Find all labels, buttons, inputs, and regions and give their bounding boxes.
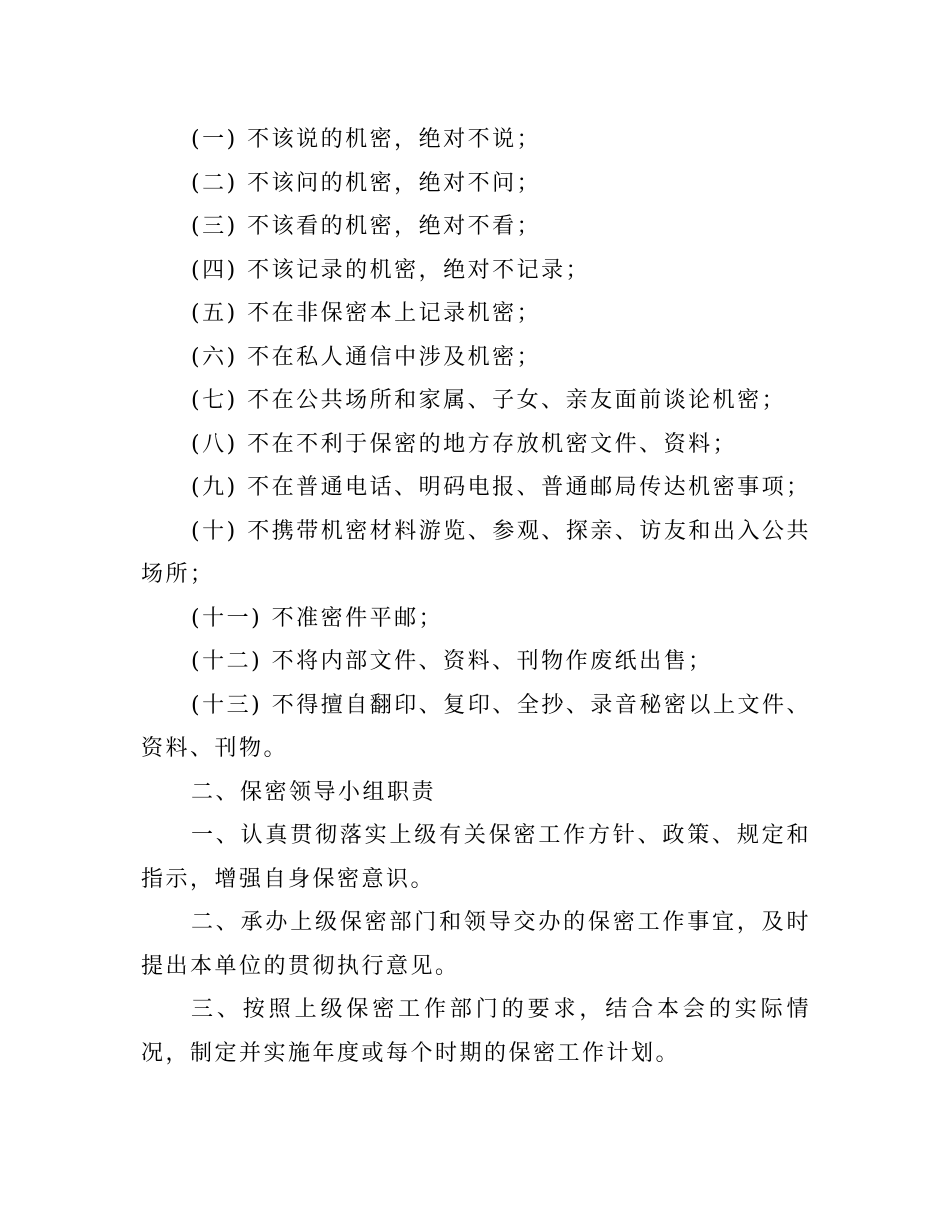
rule-item-4: (四) 不该记录的机密，绝对不记录； <box>191 257 591 283</box>
duty-item-1: 一、认真贯彻落实上级有关保密工作方针、政策、规定和指示，增强自身保密意识。 <box>141 823 811 892</box>
rule-item-13: (十三) 不得擅自翻印、复印、全抄、录音秘密以上文件、资料、刊物。 <box>141 692 811 761</box>
rule-item-2: (二) 不该问的机密，绝对不问； <box>191 170 542 196</box>
duty-item-2: 二、承办上级保密部门和领导交办的保密工作事宜，及时提出本单位的贯彻执行意见。 <box>141 910 811 979</box>
duty-item-3: 三、按照上级保密工作部门的要求，结合本会的实际情况，制定并实施年度或每个时期的保密工作计划。 <box>141 997 811 1066</box>
rule-item-8: (八) 不在不利于保密的地方存放机密文件、资料； <box>191 431 738 457</box>
rule-item-5: (五) 不在非保密本上记录机密； <box>191 301 542 326</box>
section-heading: 二、保密领导小组职责 <box>191 779 437 805</box>
rule-item-10: (十) 不携带机密材料游览、参观、探亲、访友和出入公共场所； <box>141 518 811 587</box>
rule-item-12: (十二) 不将内部文件、资料、刊物作废纸出售； <box>191 649 713 674</box>
rule-item-11: (十一) 不准密件平邮； <box>191 605 444 631</box>
rule-item-1: (一) 不该说的机密，绝对不说； <box>191 127 542 152</box>
rule-item-6: (六) 不在私人通信中涉及机密； <box>191 344 542 370</box>
rule-item-9: (九) 不在普通电话、明码电报、普通邮局传达机密事项； <box>191 475 811 500</box>
rule-item-7: (七) 不在公共场所和家属、子女、亲友面前谈论机密； <box>191 388 787 413</box>
rule-item-3: (三) 不该看的机密，绝对不看； <box>191 214 542 239</box>
document-body <box>141 118 811 1075</box>
